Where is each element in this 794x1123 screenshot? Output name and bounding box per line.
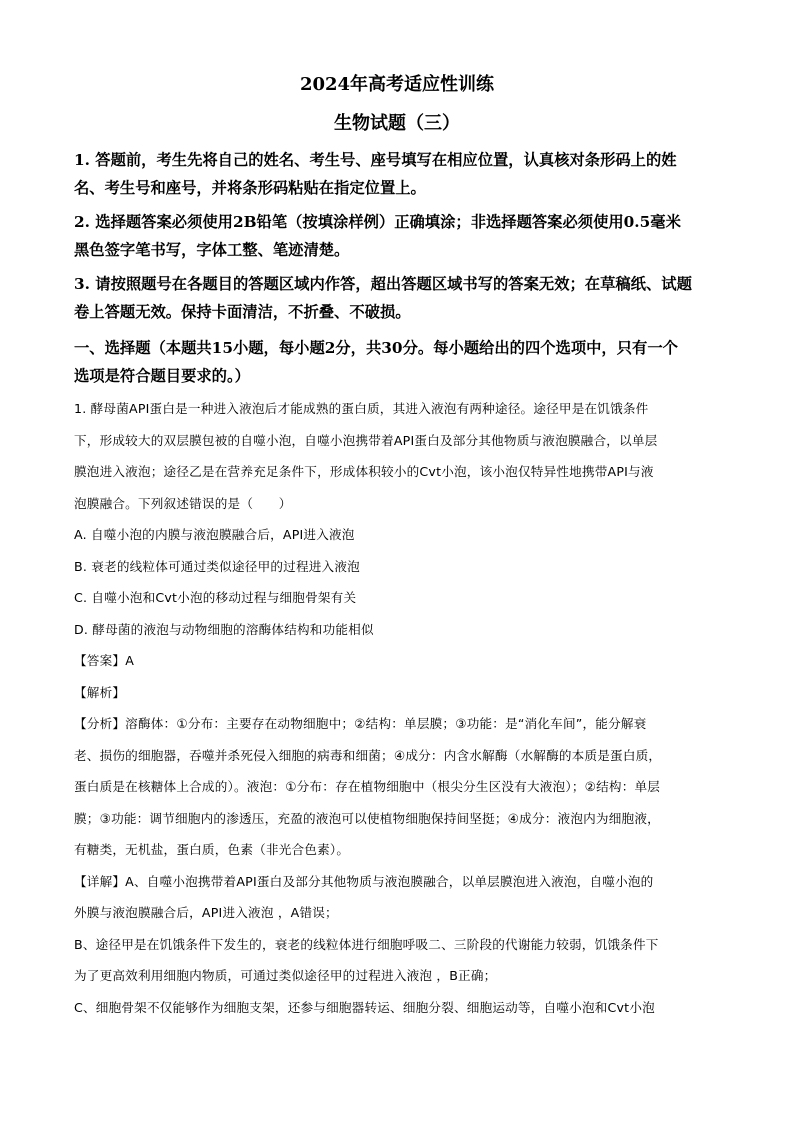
detail-line: 外膜与液泡膜融合后，API进入液泡 ，A错误； — [74, 905, 338, 920]
instruction-3-line-1: 3. 请按照题号在各题目的答题区域内作答，超出答题区域书写的答案无效；在草稿纸、试题 — [74, 275, 692, 293]
instruction-2-line-1: 2. 选择题答案必须使用2B铅笔（按填涂样例）正确填涂；非选择题答案必须使用0.5毫米 — [74, 213, 681, 231]
detail-line: C、细胞骨架不仅能够作为细胞支架，还参与细胞器转运、细胞分裂、细胞运动等，自噬小泡和Cvt小泡 — [74, 999, 655, 1015]
option-d: D. 酵母菌的液泡与动物细胞的溶酶体结构和功能相似 — [74, 621, 374, 637]
question-stem-line: 下，形成较大的双层膜包被的自噬小泡，自噬小泡携带着API蛋白及部分其他物质与液泡膜融合，以单层 — [74, 432, 658, 448]
answer-value: A — [125, 653, 135, 668]
analysis-line: 膜；③功能：调节细胞内的渗透压，充盈的液泡可以使植物细胞保持间坚挺；④成分：液泡内为细胞液， — [74, 810, 660, 826]
section-heading — [74, 334, 724, 390]
analysis-line: 蛋白质是在核糖体上合成的）。液泡：①分布：存在植物细胞中（根尖分生区没有大液泡）；②结构：单层 — [74, 779, 661, 794]
analysis-line: 老、损伤的细胞器，吞噬并杀死侵入细胞的病毒和细菌；④成分：内含水解酶（水解酶的本质是蛋白质， — [74, 747, 662, 763]
analysis-line: 【分析】溶酶体：①分布：主要存在动物细胞中；②结构：单层膜；③功能：是“消化车间”，能分解衰 — [74, 716, 647, 731]
instruction-3 — [74, 270, 724, 326]
answer-line — [74, 645, 724, 677]
option-a: A. 自噬小泡的内膜与液泡膜融合后，API进入液泡 — [74, 527, 355, 542]
page-title: 2024年高考适应性训练 — [299, 74, 495, 95]
instruction-1 — [74, 146, 724, 202]
detail-line: B、途径甲是在饥饿条件下发生的，衰老的线粒体进行细胞呼吸二、三阶段的代谢能力较弱，饥饿条件下 — [74, 936, 659, 952]
page-subtitle: 生物试题（三） — [334, 113, 460, 134]
question-stem-line: 膜泡进入液泡；途径乙是在营养充足条件下，形成体积较小的Cvt小泡，该小泡仅特异性地携带API与液 — [74, 464, 654, 479]
option-c: C. 自噬小泡和Cvt小泡的移动过程与细胞骨架有关 — [74, 590, 357, 605]
question-1 — [74, 393, 724, 1023]
instruction-3-line-2: 卷上答题无效。保持卡面清洁，不折叠、不破损。 — [74, 303, 411, 321]
analysis-line: 有糖类，无机盐，蛋白质，色素（非光合色素）。 — [74, 842, 350, 857]
section-heading-line-2: 选项是符合题目要求的。） — [74, 367, 250, 385]
detail-line: 【详解】A、自噬小泡携带着API蛋白及部分其他物质与液泡膜融合，以单层膜泡进入液泡，自噬小泡的 — [74, 873, 654, 889]
instruction-2 — [74, 208, 724, 264]
analysis-label: 【解析】 — [74, 684, 126, 700]
answer-label: 【答案】 — [74, 653, 126, 668]
question-stem-line: 1. 酵母菌API蛋白是一种进入液泡后才能成熟的蛋白质，其进入液泡有两种途径。途径甲是在饥饿条件 — [74, 401, 649, 416]
instruction-1-line-1: 1. 答题前，考生先将自己的姓名、考生号、座号填写在相应位置，认真核对条形码上的姓 — [74, 151, 677, 169]
detail-line: 为了更高效利用细胞内物质，可通过类似途径甲的过程进入液泡 ，B正确； — [74, 968, 497, 983]
option-b: B. 衰老的线粒体可通过类似途径甲的过程进入液泡 — [74, 558, 360, 574]
instruction-1-line-2: 名、考生号和座号，并将条形码粘贴在指定位置上。 — [74, 179, 426, 197]
section-heading-line-1: 一、选择题（本题共15小题，每小题2分，共30分。每小题给出的四个选项中，只有一个 — [74, 339, 678, 357]
instruction-2-line-2: 黑色签字笔书写，字体工整、笔迹清楚。 — [74, 241, 350, 259]
question-stem-line: 泡膜融合。下列叙述错误的是（ ） — [74, 495, 292, 511]
